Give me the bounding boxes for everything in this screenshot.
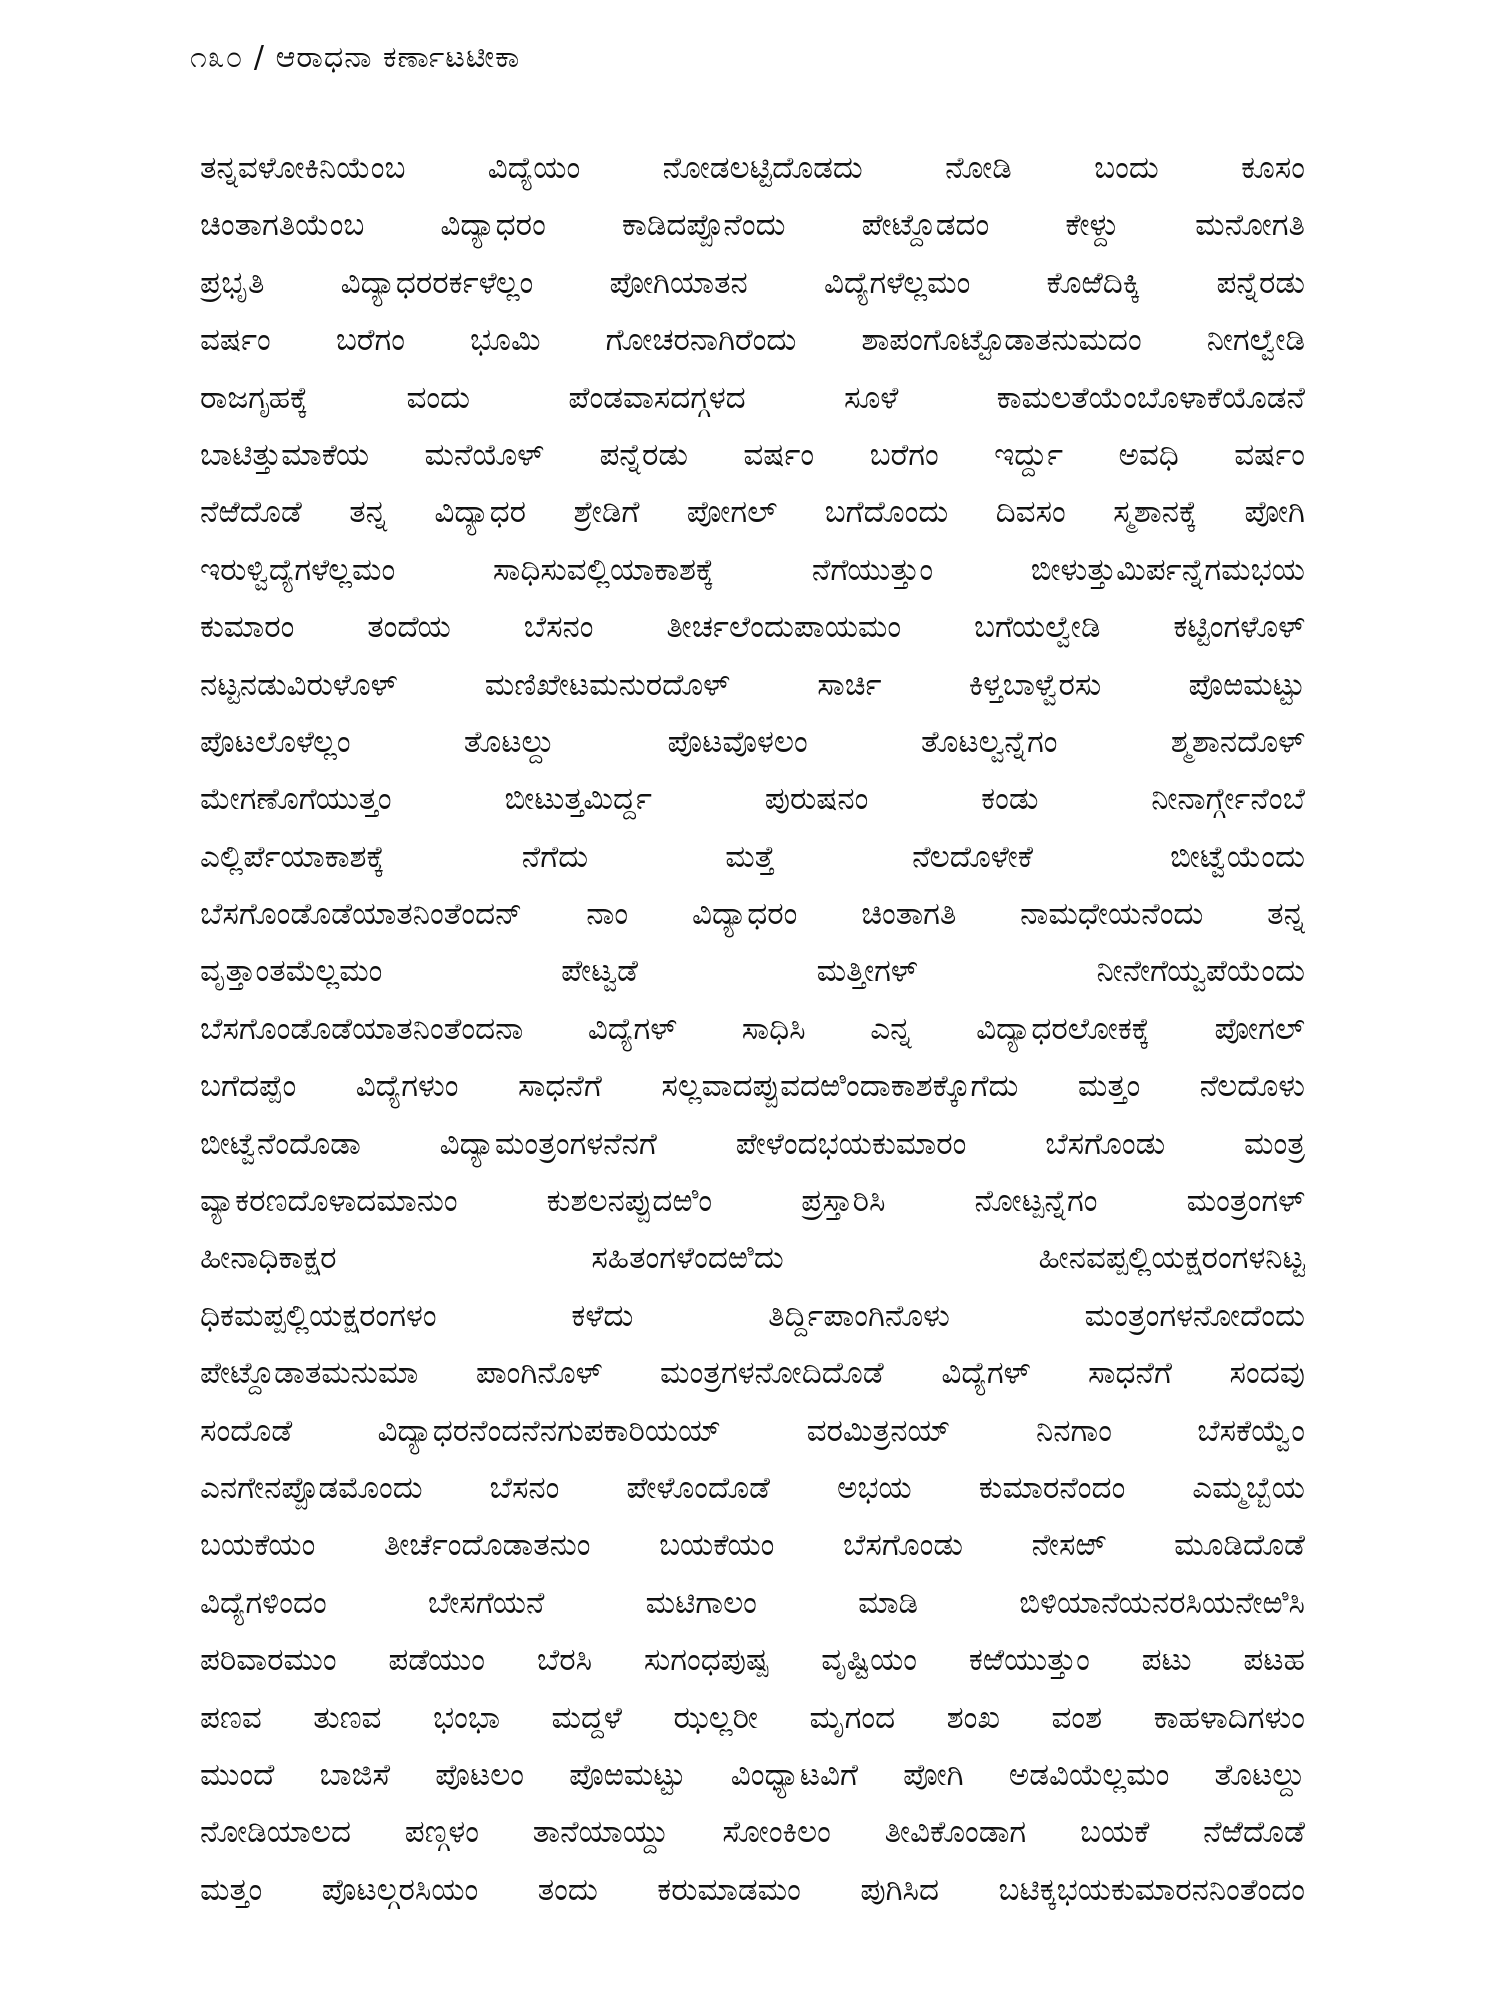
text-line: ನೋಡಿಯಾಲದ ಪಣ್ಗಳಂ ತಾನೆಯಾಯ್ದು ಸೋಂಕಿಲಂ ತೀವಿಕೊಂಡಾಗ ಬಯಕೆ ನೆಱೆದೊಡೆ	[200, 1814, 1305, 1851]
text-line: ಎಲ್ಲಿರ್ಪೆಯಾಕಾಶಕ್ಕೆ ನೆಗೆದು ಮತ್ತೆ ನೆಲದೊಳೇಕೆ ಬೀಟ್ವೆಯೆಂದು	[200, 838, 1305, 875]
text-line: ತನ್ನವಳೋಕಿನಿಯೆಂಬ ವಿದ್ಯೆಯಂ ನೋಡಲಟ್ಟಿದೊಡದು ನೋಡಿ ಬಂದು ಕೂಸಂ	[200, 150, 1305, 186]
text-line: ವರ್ಷಂ ಬರೆಗಂ ಭೂಮಿ ಗೋಚರನಾಗಿರೆಂದು ಶಾಪಂಗೊಟ್ಟೊಡಾತನುಮದಂ ನೀಗಲ್ವೇಡಿ	[200, 322, 1305, 359]
text-line: ವ್ಯಾಕರಣದೊಳಾದಮಾನುಂ ಕುಶಲನಪ್ಪುದಱಿಂ ಪ್ರಸ್ತಾರಿಸಿ ನೋಟ್ಪನ್ನೆಗಂ ಮಂತ್ರಂಗಳ್	[200, 1183, 1305, 1220]
text-line: ಎನಗೇನಪ್ಪೊಡಮೊಂದು ಬೆಸನಂ ಪೇಳೊಂದೊಡೆ ಅಭಯ ಕುಮಾರನೆಂದಂ ಎಮ್ಮಬ್ಬೆಯ	[200, 1469, 1305, 1506]
text-line: ಕುಮಾರಂ ತಂದೆಯ ಬೆಸನಂ ತೀರ್ಚಲೆಂದುಪಾಯಮಂ ಬಗೆಯಲ್ವೇಡಿ ಕಟ್ಟಿಂಗಳೊಳ್	[200, 609, 1305, 646]
text-line: ಬೆಸಗೊಂಡೊಡೆಯಾತನಿಂತೆಂದನಾ ವಿದ್ಯೆಗಳ್ ಸಾಧಿಸಿ ಎನ್ನ ವಿದ್ಯಾಧರಲೋಕಕ್ಕೆ ಪೋಗಲ್	[200, 1010, 1305, 1047]
text-line: ಪರಿವಾರಮುಂ ಪಡೆಯುಂ ಬೆರಸಿ ಸುಗಂಧಪುಷ್ಪ ವೃಷ್ಟಿಯಂ ಕಱೆಯುತ್ತುಂ ಪಟು ಪಟಹ	[200, 1642, 1305, 1679]
text-line: ಧಿಕಮಪ್ಪಲ್ಲಿಯಕ್ಷರಂಗಳಂ ಕಳೆದು ತಿರ್ದ್ದಿಪಾಂಗಿನೊಳು ಮಂತ್ರಂಗಳನೋದೆಂದು	[200, 1297, 1305, 1334]
body-text	[200, 140, 1305, 1919]
text-line: ವಿದ್ಯೆಗಳಿಂದಂ ಬೇಸಗೆಯನೆ ಮಟಿಗಾಲಂ ಮಾಡಿ ಬಿಳಿಯಾನೆಯನರಸಿಯನೇಱಿಸಿ	[200, 1584, 1305, 1621]
text-line: ಬೀಟ್ವೆನೆಂದೊಡಾ ವಿದ್ಯಾಮಂತ್ರಂಗಳನೆನಗೆ ಪೇಳೆಂದಭಯಕುಮಾರಂ ಬೆಸಗೊಂಡು ಮಂತ್ರ	[200, 1125, 1305, 1162]
text-line: ಬಾಟಿತ್ತುಮಾಕೆಯ ಮನೆಯೊಳ್ ಪನ್ನೆರಡು ವರ್ಷಂ ಬರೆಗಂ ಇರ್ದ್ದು ಅವಧಿ ವರ್ಷಂ	[200, 436, 1305, 473]
text-line: ನಟ್ಟನಡುವಿರುಳೊಳ್ ಮಣಿಖೇಟಮನುರದೊಳ್ ಸಾರ್ಚಿ ಕಿಳ್ತಬಾಳ್ವೆರಸು ಪೊಱಮಟ್ಟು	[200, 666, 1305, 703]
text-line: ಪೇಟ್ದೊಡಾತಮನುಮಾ ಪಾಂಗಿನೊಳ್ ಮಂತ್ರಗಳನೋದಿದೊಡೆ ವಿದ್ಯೆಗಳ್ ಸಾಧನೆಗೆ ಸಂದವು	[200, 1355, 1305, 1392]
text-line: ಪ್ರಭೃತಿ ವಿದ್ಯಾಧರರರ್ಕಳೆಲ್ಲಂ ಪೋಗಿಯಾತನ ವಿದ್ಯೆಗಳೆಲ್ಲಮಂ ಕೊಱೆದಿಕ್ಕಿ ಪನ್ನೆರಡು	[200, 264, 1305, 301]
text-line: ಬಗೆದಪ್ಪೆಂ ವಿದ್ಯೆಗಳುಂ ಸಾಧನೆಗೆ ಸಲ್ಲವಾದಪ್ಪುವದಱಿಂದಾಕಾಶಕ್ಕೊಗೆದು ಮತ್ತಂ ನೆಲದೊಳು	[200, 1068, 1305, 1105]
text-line: ಪೊಟಲೊಳೆಲ್ಲಂ ತೊಟಲ್ದು ಪೊಟವೊಳಲಂ ತೊಟಲ್ವನ್ನೆಗಂ ಶ್ಮಶಾನದೊಳ್	[200, 723, 1305, 760]
text-line: ಹೀನಾಧಿಕಾಕ್ಷರ ಸಹಿತಂಗಳೆಂದಱಿದು ಹೀನವಪ್ಪಲ್ಲಿಯಕ್ಷರಂಗಳನಿಟ್ಟ	[200, 1240, 1305, 1277]
running-header: ೧೩೦ / ಆರಾಧನಾ ಕರ್ಣಾಟಟೀಕಾ	[190, 40, 521, 75]
text-line: ಇರುಳ್ವಿದ್ಯೆಗಳೆಲ್ಲಮಂ ಸಾಧಿಸುವಲ್ಲಿಯಾಕಾಶಕ್ಕೆ ನೆಗೆಯುತ್ತುಂ ಬೀಳುತ್ತುಮಿರ್ಪನ್ನೆಗಮಭಯ	[200, 551, 1305, 588]
text-line: ರಾಜಗೃಹಕ್ಕೆ ವಂದು ಪೆಂಡವಾಸದಗ್ಗಳದ ಸೂಳೆ ಕಾಮಲತೆಯೆಂಬೊಳಾಕೆಯೊಡನೆ	[200, 379, 1305, 416]
text-line: ಚಿಂತಾಗತಿಯೆಂಬ ವಿದ್ಯಾಧರಂ ಕಾಡಿದಪ್ಪೊನೆಂದು ಪೇಟ್ದೊಡದಂ ಕೇಳ್ದು ಮನೋಗತಿ	[200, 207, 1305, 244]
text-line: ಮೇಗಣೊಗೆಯುತ್ತಂ ಬೀಟುತ್ತಮಿರ್ದ್ದ ಪುರುಷನಂ ಕಂಡು ನೀನಾರ್ಗ್ಗೇನೆಂಬೆ	[200, 781, 1305, 818]
text-line: ಬೆಸಗೊಂಡೊಡೆಯಾತನಿಂತೆಂದನ್ ನಾಂ ವಿದ್ಯಾಧರಂ ಚಿಂತಾಗತಿ ನಾಮಧೇಯನೆಂದು ತನ್ನ	[200, 896, 1305, 933]
text-line: ಮುಂದೆ ಬಾಜಿಸೆ ಪೊಟಲಂ ಪೊಱಮಟ್ಟು ವಿಂಧ್ಯಾಟವಿಗೆ ಪೋಗಿ ಅಡವಿಯೆಲ್ಲಮಂ ತೊಟಲ್ದು	[200, 1756, 1305, 1793]
text-line: ಪಣವ ತುಣವ ಭಂಭಾ ಮದ್ದಳೆ ಝಲ್ಲರೀ ಮೃಗಂದ ಶಂಖ ವಂಶ ಕಾಹಳಾದಿಗಳುಂ	[200, 1699, 1305, 1736]
text-line: ಬಯಕೆಯಂ ತೀರ್ಚೆಂದೊಡಾತನುಂ ಬಯಕೆಯಂ ಬೆಸಗೊಂಡು ನೇಸಱ್ ಮೂಡಿದೊಡೆ	[200, 1527, 1305, 1564]
text-line: ವೃತ್ತಾಂತಮೆಲ್ಲಮಂ ಪೇಟ್ವಡೆ ಮತ್ತೀಗಳ್ ನೀನೇಗೆಯ್ವಪೆಯೆಂದು	[200, 953, 1305, 990]
text-line: ಮತ್ತಂ ಪೊಟಲ್ಗರಸಿಯಂ ತಂದು ಕರುಮಾಡಮಂ ಪುಗಿಸಿದ ಬಟಿಕ್ಕಭಯಕುಮಾರನನಿಂತೆಂದಂ	[200, 1871, 1305, 1908]
text-line: ನೆಱೆದೊಡೆ ತನ್ನ ವಿದ್ಯಾಧರ ಶ್ರೇಡಿಗೆ ಪೋಗಲ್ ಬಗೆದೊಂದು ದಿವಸಂ ಸ್ಮಶಾನಕ್ಕೆ ಪೋಗಿ	[200, 494, 1305, 531]
text-line: ಸಂದೊಡೆ ವಿದ್ಯಾಧರನೆಂದನೆನಗುಪಕಾರಿಯಯ್ ವರಮಿತ್ರನಯ್ ನಿನಗಾಂ ಬೆಸಕೆಯ್ವೆಂ	[200, 1412, 1305, 1449]
